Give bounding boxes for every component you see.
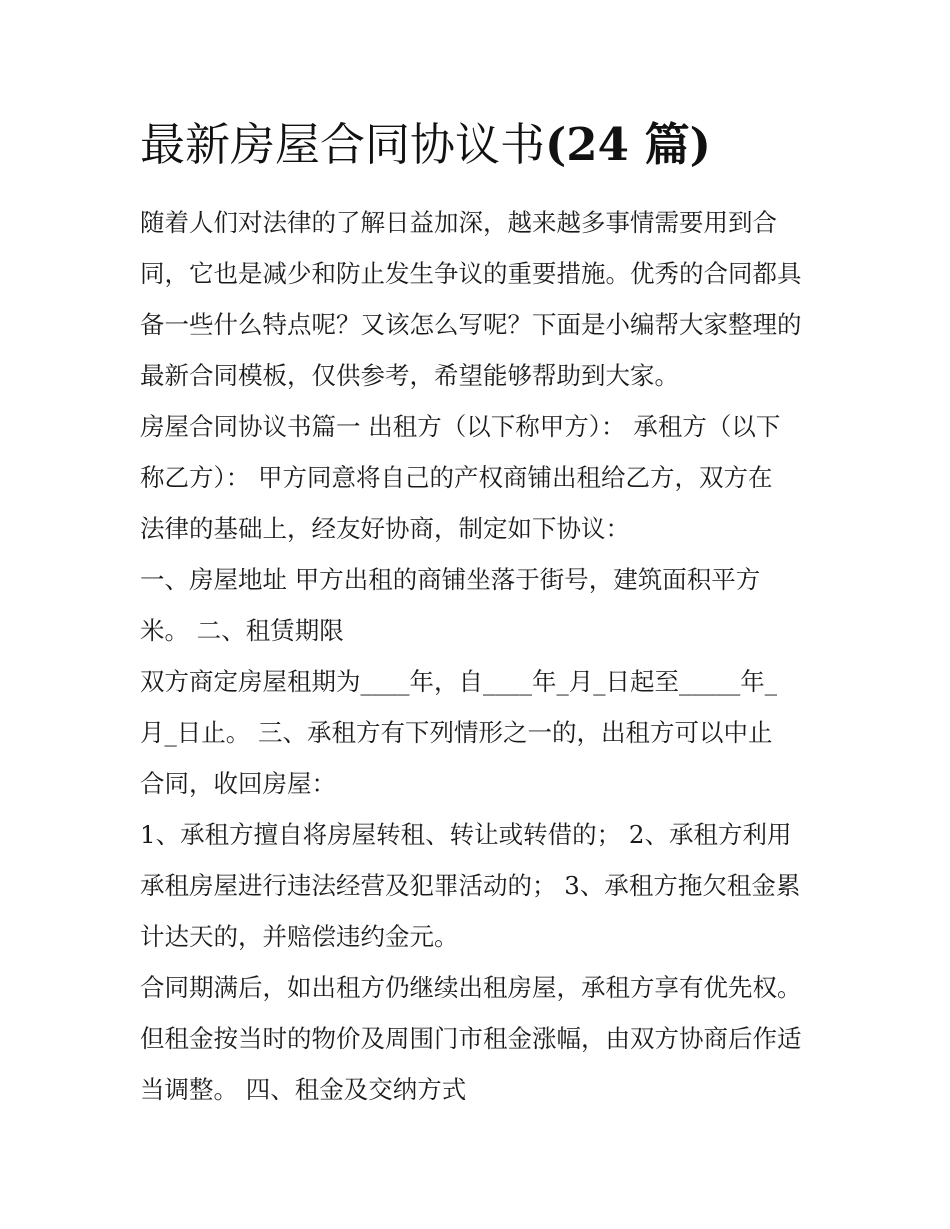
text-line: 同，它也是减少和防止发生争议的重要措施。优秀的合同都具 xyxy=(140,259,802,288)
text-line: 月_日止。 三、承租方有下列情形之一的，出租方可以中止 xyxy=(140,718,773,747)
text-line: 但租金按当时的物价及周围门市租金涨幅，由双方协商后作适 xyxy=(140,1024,802,1053)
text-line: 随着人们对法律的了解日益加深，越来越多事情需要用到合 xyxy=(140,208,777,237)
text-line: 米。 二、租赁期限 xyxy=(140,616,344,645)
text-line: 法律的基础上，经友好协商，制定如下协议： xyxy=(140,514,630,543)
document-body xyxy=(140,197,820,1115)
paragraph-termination-conditions xyxy=(140,809,820,962)
text-line: 合同，收回房屋： xyxy=(140,769,336,798)
text-line: 一、房屋地址 甲方出租的商铺坐落于街号，建筑面积平方 xyxy=(140,565,761,594)
document-title-suffix: (24 篇) xyxy=(545,118,711,171)
text-line: 备一些什么特点呢？又该怎么写呢？下面是小编帮大家整理的 xyxy=(140,310,802,339)
text-line: 承租房屋进行违法经营及犯罪活动的； 3、承租方拖欠租金累 xyxy=(140,871,801,900)
paragraph-intro xyxy=(140,197,820,401)
paragraph-parties xyxy=(140,401,820,554)
text-line: 合同期满后，如出租方仍继续出租房屋，承租方享有优先权。 xyxy=(140,973,802,1002)
paragraph-address xyxy=(140,554,820,656)
text-line: 当调整。 四、租金及交纳方式 xyxy=(140,1075,467,1104)
text-line: 称乙方）： 甲方同意将自己的产权商铺出租给乙方，双方在 xyxy=(140,463,773,492)
text-line: 计达天的，并赔偿违约金元。 xyxy=(140,922,459,951)
paragraph-renewal xyxy=(140,962,820,1115)
paragraph-term xyxy=(140,656,820,809)
text-line: 1、承租方擅自将房屋转租、转让或转借的； 2、承租方利用 xyxy=(140,820,792,849)
text-line: 房屋合同协议书篇一 出租方（以下称甲方）： 承租方（以下 xyxy=(140,412,781,441)
text-line: 最新合同模板，仅供参考，希望能够帮助到大家。 xyxy=(140,361,679,390)
document-title xyxy=(140,114,840,176)
text-line: 双方商定房屋租期为____年，自____年_月_日起至_____年_ xyxy=(140,667,777,696)
document-title-main: 最新房屋合同协议书 xyxy=(140,118,546,171)
